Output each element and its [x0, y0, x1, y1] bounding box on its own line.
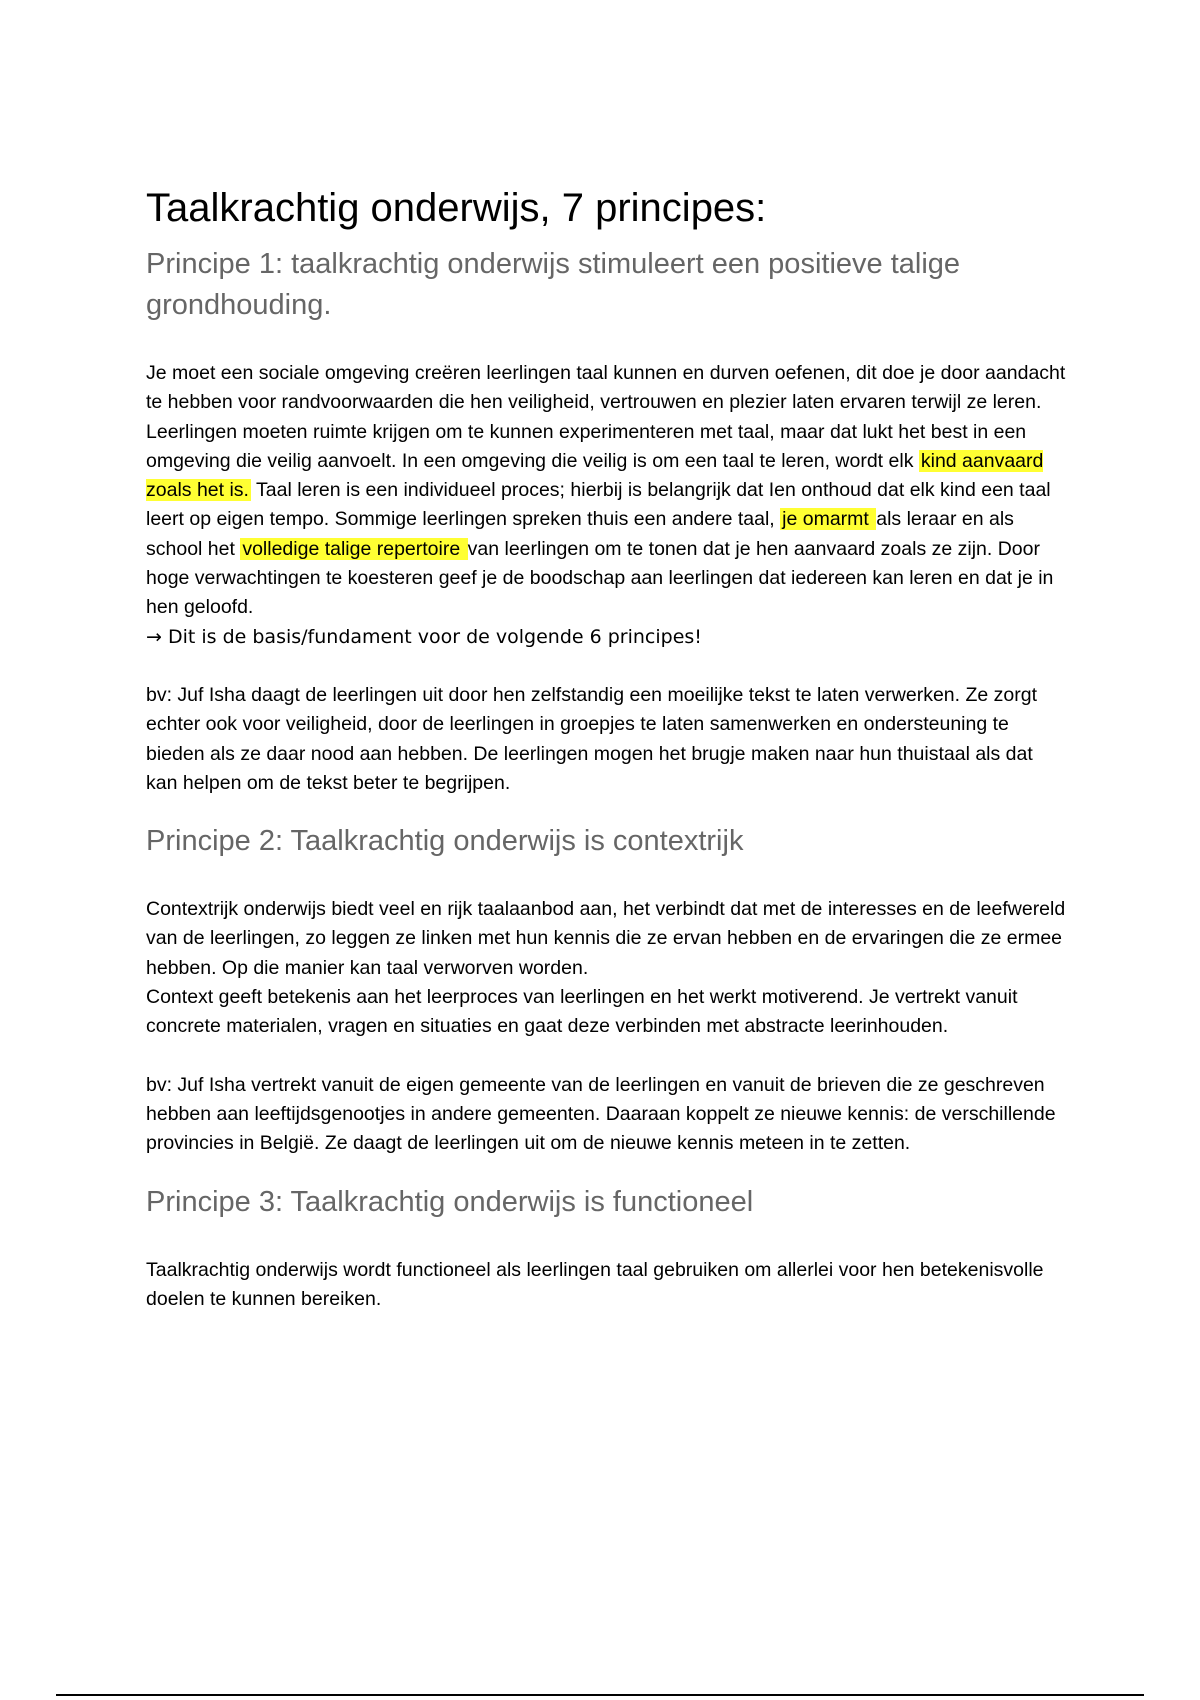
principle-2-paragraph-2: Context geeft betekenis aan het leerproces van leerlingen en het werkt motiverend. Je vertrekt vanuit concrete materialen, vragen en situaties en gaat deze verbinden met abstracte leerinhouden. — [146, 986, 1018, 1038]
principle-2-heading: Principe 2: Taalkrachtig onderwijs is contextrijk — [146, 825, 744, 858]
footer-divider — [56, 1694, 1144, 1696]
principle-3-paragraph-1: Taalkrachtig onderwijs wordt functioneel als leerlingen taal gebruiken om allerlei voor hen betekenisvolle doelen te kunnen bereiken. — [146, 1258, 1044, 1310]
highlight-kind-aanvaard: kind aanvaard zoals het is. — [146, 449, 1044, 502]
principle-2-paragraph-1: Contextrijk onderwijs biedt veel en rijk taalaanbod aan, het verbindt dat met de interesses en de leefwereld van de leerlingen, zo leggen ze linken met hun kennis die ze ervan hebben en de ervaringen die ze ermee hebben. Op die manier kan taal verworven worden. — [146, 898, 1066, 979]
document-title: Taalkrachtig onderwijs, 7 principes: — [146, 186, 767, 230]
document-page — [146, 180, 1066, 1314]
principle-1-example: bv: Juf Isha daagt de leerlingen uit door hen zelfstandig een moeilijke tekst te laten verwerken. Ze zorgt echter ook voor veiligheid, door de leerlingen in groepjes te laten samenwerken en ondersteuning te bieden als ze daar nood aan hebben. De leerlingen mogen het brugje maken naar hun thuistaal als dat kan helpen om de tekst beter te begrijpen. — [146, 683, 1038, 794]
principle-1-paragraph-2 — [146, 418, 1066, 623]
principle-1-heading: Principe 1: taalkrachtig onderwijs stimuleert een positieve talige grondhouding. — [146, 248, 961, 321]
principle-1-paragraph-1: Je moet een sociale omgeving creëren leerlingen taal kunnen en durven oefenen, dit doe je door aandacht te hebben voor randvoorwaarden die hen veiligheid, vertrouwen en plezier laten ervaren terwijl ze leren. — [146, 362, 1066, 414]
text-run: als leraar en als school het — [146, 508, 1014, 560]
text-run: Taal leren is een individueel proces; hierbij is belangrijk dat Ien onthoud dat elk kind een taal leert op eigen tempo. Sommige leerlingen spreken thuis een andere taal, — [146, 479, 1051, 531]
text-run: Leerlingen moeten ruimte krijgen om te kunnen experimenteren met taal, maar dat lukt het best in een omgeving die veilig aanvoelt. In een omgeving die veilig is om een taal te leren, wordt elk — [146, 420, 1027, 472]
principle-3-heading: Principe 3: Taalkrachtig onderwijs is functioneel — [146, 1185, 754, 1218]
principle-1-arrow-note: → Dit is de basis/fundament voor de volgende 6 principes! — [146, 625, 702, 648]
highlight-je-omarmt: je omarmt — [782, 508, 875, 531]
spacer — [146, 652, 1066, 681]
highlight-talige-repertoire: volledige talige repertoire — [242, 537, 466, 560]
text-run: van leerlingen om te tonen dat je hen aanvaard zoals ze zijn. Door hoge verwachtingen te koesteren geef je de boodschap aan leerlingen dat iedereen kan leren en dat je in hen geloofd. — [146, 537, 1054, 619]
spacer — [146, 1042, 1066, 1071]
principle-2-example: bv: Juf Isha vertrekt vanuit de eigen gemeente van de leerlingen en vanuit de brieven die ze geschreven hebben aan leeftijdsgenootjes in andere gemeenten. Daaraan koppelt ze nieuwe kennis: de verschillende provincies in België. Ze daagt de leerlingen uit om de nieuwe kennis meteen in te zetten. — [146, 1073, 1056, 1155]
